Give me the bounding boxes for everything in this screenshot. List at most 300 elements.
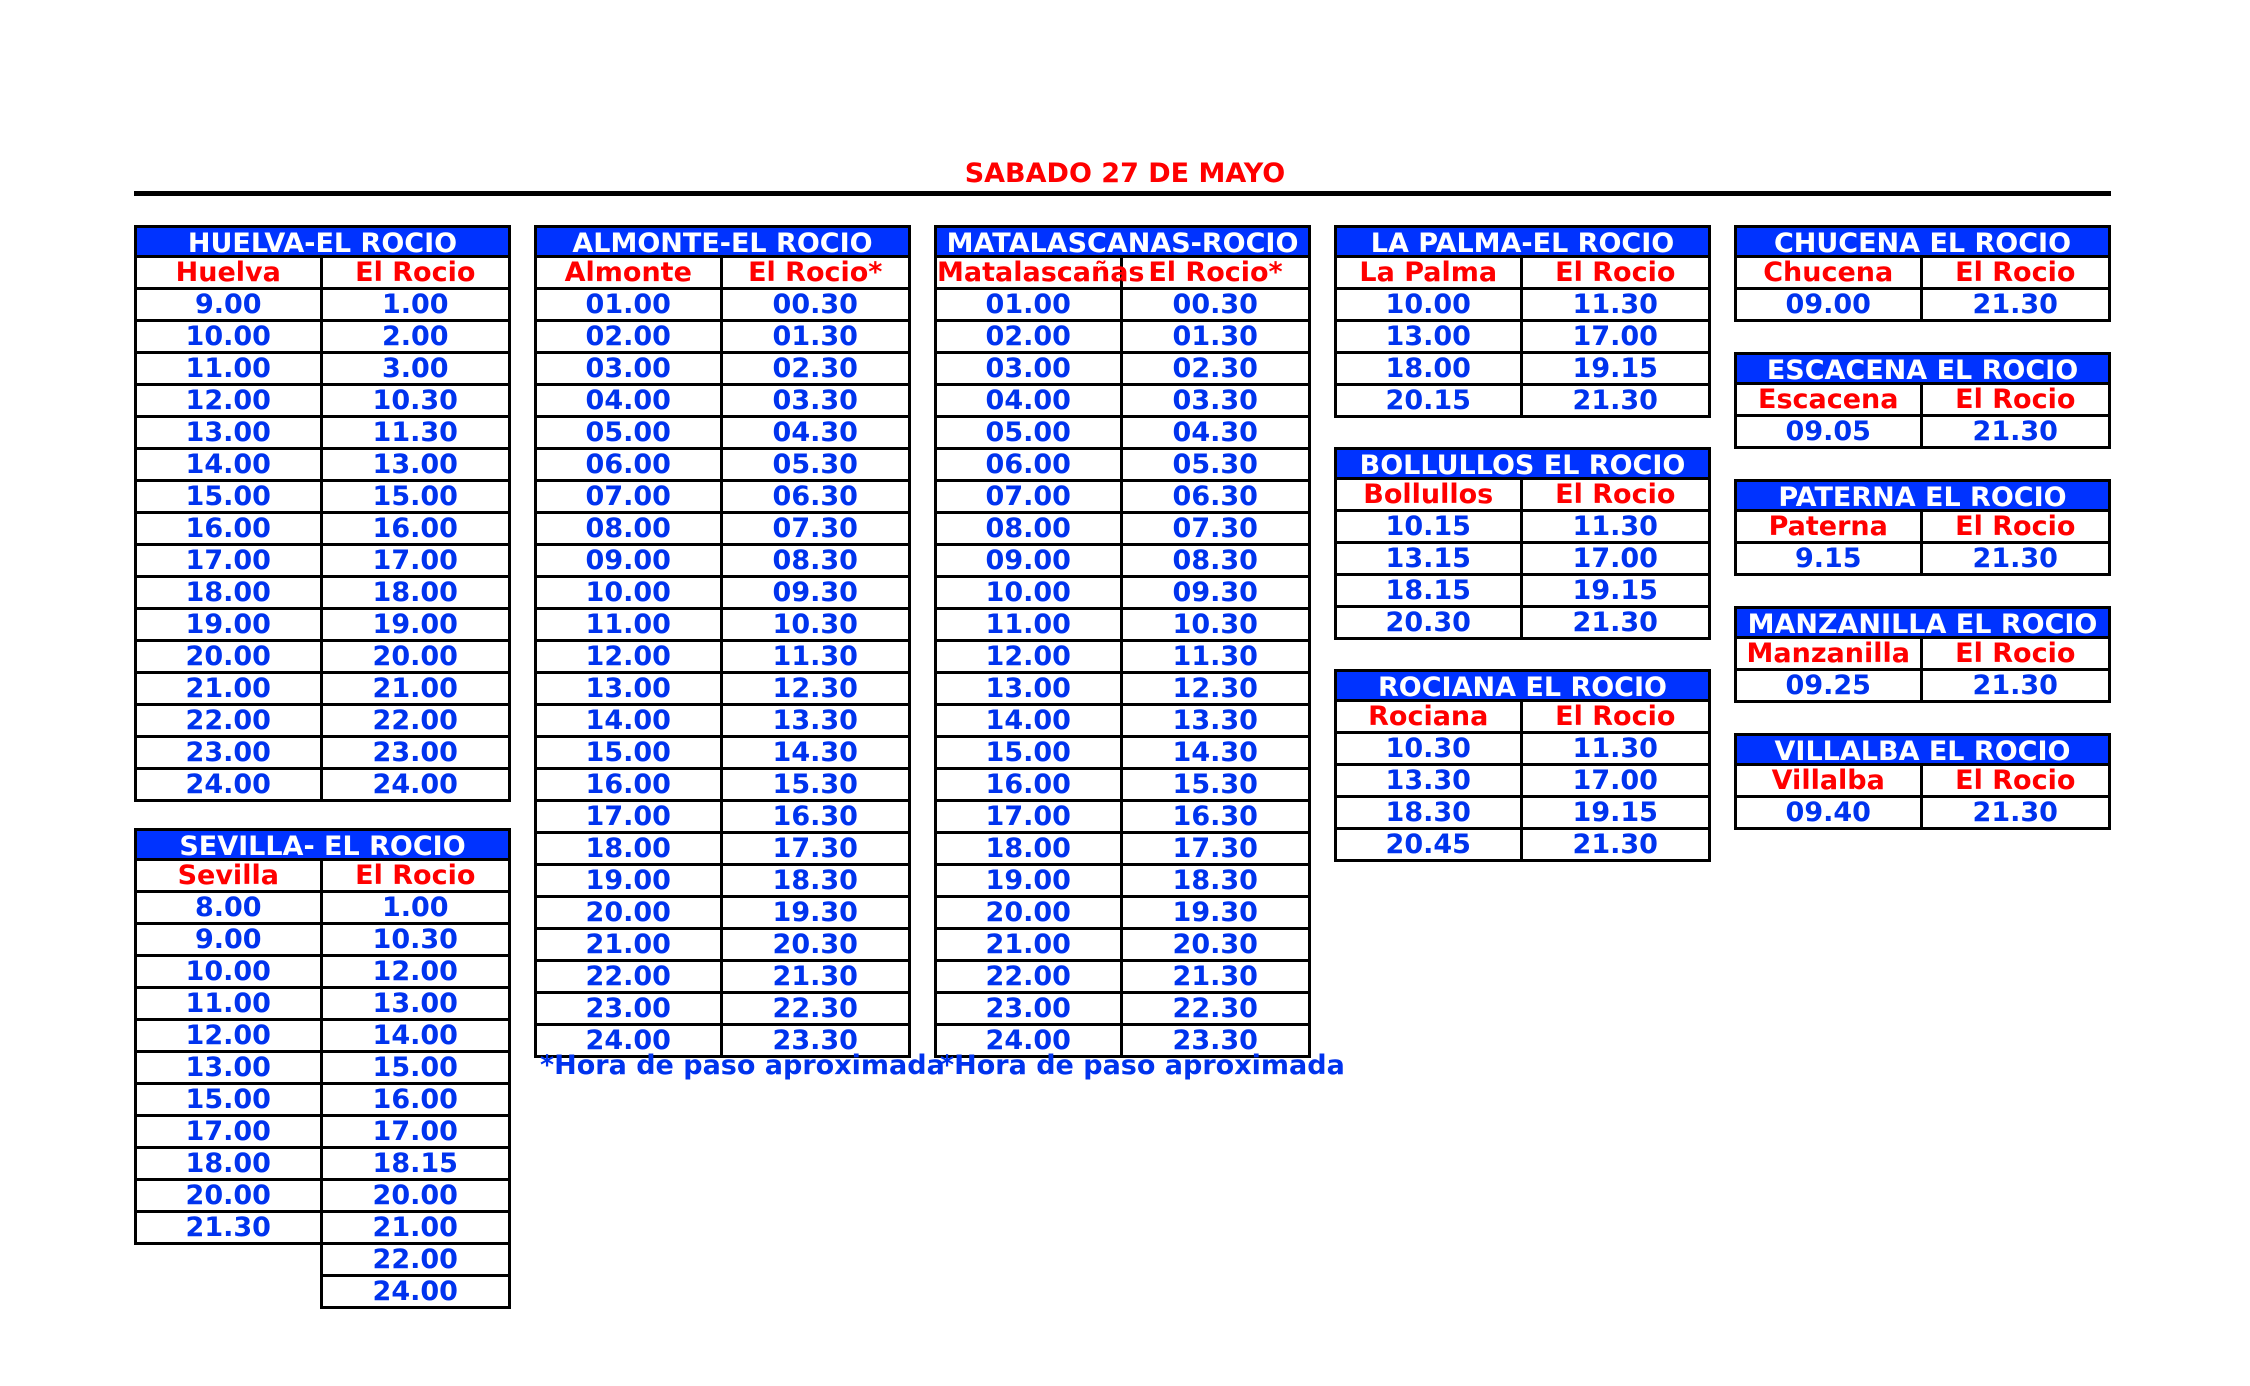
- departure-time-cell: 09.25: [1734, 671, 1923, 703]
- return-time-cell: 00.30: [1123, 290, 1312, 322]
- departure-time-cell: 18.30: [1334, 798, 1523, 830]
- return-time-cell: 12.30: [1123, 674, 1312, 706]
- departure-time-cell: 20.00: [934, 898, 1123, 930]
- table-row: [934, 834, 1311, 866]
- return-time-cell: 21.30: [1523, 386, 1712, 418]
- table-bollullos: [1334, 447, 1711, 640]
- destination-column-header: El Rocio: [323, 861, 512, 893]
- origin-column-header: Matalascañas: [934, 258, 1123, 290]
- return-time-cell: 11.30: [1123, 642, 1312, 674]
- departure-time-cell: 19.00: [934, 866, 1123, 898]
- approx-time-note-almonte: *Hora de paso aproximada: [540, 1050, 945, 1081]
- departure-time-cell: 12.00: [134, 1021, 323, 1053]
- table-row: [134, 1213, 511, 1245]
- table-row: [934, 738, 1311, 770]
- return-time-cell: 17.00: [1523, 766, 1712, 798]
- table-row: [534, 674, 911, 706]
- departure-time-cell: 11.00: [934, 610, 1123, 642]
- departure-time-cell: 10.30: [1334, 734, 1523, 766]
- table-huelva: [134, 225, 511, 802]
- table-title: VILLALBA EL ROCIO: [1734, 733, 2111, 766]
- return-time-cell: 10.30: [323, 386, 512, 418]
- departure-time-cell: 10.00: [534, 578, 723, 610]
- return-time-cell: 13.00: [323, 450, 512, 482]
- return-time-cell: 21.30: [1923, 290, 2112, 322]
- return-time-cell: 02.30: [723, 354, 912, 386]
- table-row: [1734, 417, 2111, 449]
- departure-time-cell: 13.00: [134, 1053, 323, 1085]
- departure-time-cell: 17.00: [934, 802, 1123, 834]
- return-time-cell: 2.00: [323, 322, 512, 354]
- return-time-cell: 15.30: [1123, 770, 1312, 802]
- departure-time-cell: 16.00: [534, 770, 723, 802]
- table-lapalma: [1334, 225, 1711, 418]
- table-row: [1334, 576, 1711, 608]
- table-title: LA PALMA-EL ROCIO: [1334, 225, 1711, 258]
- return-time-cell: 16.30: [1123, 802, 1312, 834]
- return-time-cell: 22.30: [1123, 994, 1312, 1026]
- table-row: [134, 418, 511, 450]
- departure-time-cell: 08.00: [934, 514, 1123, 546]
- column-header-row: [1734, 512, 2111, 544]
- return-time-cell: 16.00: [323, 1085, 512, 1117]
- return-time-cell: 14.30: [723, 738, 912, 770]
- table-row: [134, 610, 511, 642]
- return-time-cell: 03.30: [1123, 386, 1312, 418]
- return-time-cell: 23.30: [1123, 1026, 1312, 1058]
- departure-time-cell: 05.00: [534, 418, 723, 450]
- departure-time-cell: 20.30: [1334, 608, 1523, 640]
- destination-column-header: El Rocio: [1523, 258, 1712, 290]
- return-time-cell: 24.00: [323, 1277, 512, 1309]
- departure-time-cell: 09.40: [1734, 798, 1923, 830]
- return-time-cell: 18.30: [723, 866, 912, 898]
- return-time-cell: 13.30: [723, 706, 912, 738]
- table-row: [134, 1053, 511, 1085]
- table-title: BOLLULLOS EL ROCIO: [1334, 447, 1711, 480]
- destination-column-header: El Rocio*: [1123, 258, 1311, 290]
- return-time-cell: 21.00: [323, 1213, 512, 1245]
- departure-time-cell: 13.30: [1334, 766, 1523, 798]
- return-time-cell: 13.00: [323, 989, 512, 1021]
- origin-column-header: Sevilla: [134, 861, 323, 893]
- return-time-cell: 19.00: [323, 610, 512, 642]
- table-sevilla: [134, 828, 511, 1309]
- return-time-cell: 17.30: [1123, 834, 1312, 866]
- return-time-cell: 22.00: [323, 1245, 512, 1277]
- table-row: [1334, 608, 1711, 640]
- departure-time-cell: 11.00: [134, 354, 323, 386]
- return-time-cell: 17.00: [1523, 544, 1712, 576]
- return-time-cell: 12.00: [323, 957, 512, 989]
- column-header-row: [1334, 258, 1711, 290]
- departure-time-cell: 06.00: [934, 450, 1123, 482]
- return-time-cell: 21.30: [1123, 962, 1312, 994]
- departure-time-cell: 13.00: [934, 674, 1123, 706]
- return-time-cell: 15.00: [323, 1053, 512, 1085]
- column-header-row: [1734, 639, 2111, 671]
- table-row: [1334, 512, 1711, 544]
- departure-time-cell: 24.00: [534, 1026, 723, 1058]
- return-time-cell: 23.30: [723, 1026, 912, 1058]
- table-row: [934, 290, 1311, 322]
- table-row: [934, 578, 1311, 610]
- table-row: [134, 706, 511, 738]
- departure-time-cell: 20.00: [134, 642, 323, 674]
- destination-column-header: El Rocio: [1923, 512, 2112, 544]
- table-row: [934, 866, 1311, 898]
- departure-time-cell: 24.00: [934, 1026, 1123, 1058]
- return-time-cell: 17.00: [1523, 322, 1712, 354]
- departure-time-cell: 05.00: [934, 418, 1123, 450]
- return-time-cell: 03.30: [723, 386, 912, 418]
- table-row: [134, 1181, 511, 1213]
- departure-time-cell: 15.00: [134, 482, 323, 514]
- departure-time-cell: 14.00: [134, 450, 323, 482]
- table-row: [134, 354, 511, 386]
- table-row: [1734, 544, 2111, 576]
- table-chucena: [1734, 225, 2111, 322]
- departure-time-cell: 17.00: [134, 1117, 323, 1149]
- table-row: [1334, 354, 1711, 386]
- table-row: [134, 1149, 511, 1181]
- departure-time-cell: 09.00: [934, 546, 1123, 578]
- departure-time-cell: 11.00: [134, 989, 323, 1021]
- table-title: ALMONTE-EL ROCIO: [534, 225, 911, 258]
- return-time-cell: 17.00: [323, 546, 512, 578]
- table-row: [934, 418, 1311, 450]
- table-row: [1334, 798, 1711, 830]
- table-row: [134, 450, 511, 482]
- departure-time-cell: 21.00: [934, 930, 1123, 962]
- table-row: [134, 578, 511, 610]
- return-time-cell: 07.30: [1123, 514, 1312, 546]
- table-row: [534, 898, 911, 930]
- table-row: [534, 450, 911, 482]
- return-time-cell: 11.30: [323, 418, 512, 450]
- table-row: [134, 674, 511, 706]
- table-row: [134, 386, 511, 418]
- table-row: [934, 994, 1311, 1026]
- departure-time-cell: 08.00: [534, 514, 723, 546]
- departure-time-cell: 01.00: [934, 290, 1123, 322]
- table-row: [1334, 544, 1711, 576]
- return-time-cell: 18.15: [323, 1149, 512, 1181]
- departure-time-cell: 23.00: [934, 994, 1123, 1026]
- table-paterna: [1734, 479, 2111, 576]
- departure-time-cell: 07.00: [534, 482, 723, 514]
- return-time-cell: 15.00: [323, 482, 512, 514]
- origin-column-header: Villalba: [1734, 766, 1923, 798]
- return-time-cell: 08.30: [1123, 546, 1312, 578]
- return-time-cell: 17.30: [723, 834, 912, 866]
- column-header-row: [1734, 258, 2111, 290]
- departure-time-cell: 15.00: [934, 738, 1123, 770]
- return-time-cell: 01.30: [723, 322, 912, 354]
- table-row: [534, 514, 911, 546]
- table-row: [134, 482, 511, 514]
- destination-column-header: El Rocio: [1523, 480, 1712, 512]
- table-title: HUELVA-EL ROCIO: [134, 225, 511, 258]
- table-row: [934, 642, 1311, 674]
- table-almonte: [534, 225, 911, 1058]
- return-time-cell: 20.30: [1123, 930, 1312, 962]
- table-title: SEVILLA- EL ROCIO: [134, 828, 511, 861]
- departure-time-cell: 18.00: [134, 578, 323, 610]
- departure-time-cell: 01.00: [534, 290, 723, 322]
- table-row: [1334, 734, 1711, 766]
- table-row: [134, 1245, 511, 1277]
- departure-time-cell: 12.00: [534, 642, 723, 674]
- return-time-cell: 00.30: [723, 290, 912, 322]
- departure-time-cell: 02.00: [534, 322, 723, 354]
- table-row: [134, 1021, 511, 1053]
- departure-time-cell: 10.00: [1334, 290, 1523, 322]
- table-row: [134, 989, 511, 1021]
- departure-time-cell: 13.15: [1334, 544, 1523, 576]
- departure-time-cell: 18.00: [534, 834, 723, 866]
- table-row: [934, 546, 1311, 578]
- return-time-cell: 07.30: [723, 514, 912, 546]
- departure-time-cell: 22.00: [134, 706, 323, 738]
- departure-time-cell: 12.00: [934, 642, 1123, 674]
- table-row: [534, 354, 911, 386]
- departure-time-cell: 16.00: [934, 770, 1123, 802]
- return-time-cell: 10.30: [723, 610, 912, 642]
- departure-time-cell: 17.00: [134, 546, 323, 578]
- destination-column-header: El Rocio: [1923, 639, 2112, 671]
- return-time-cell: 1.00: [323, 893, 512, 925]
- departure-time-cell: 07.00: [934, 482, 1123, 514]
- return-time-cell: 11.30: [1523, 512, 1712, 544]
- return-time-cell: 19.15: [1523, 798, 1712, 830]
- return-time-cell: 08.30: [723, 546, 912, 578]
- table-row: [934, 354, 1311, 386]
- column-header-row: [1734, 766, 2111, 798]
- table-title: ROCIANA EL ROCIO: [1334, 669, 1711, 702]
- departure-time-cell: 24.00: [134, 770, 323, 802]
- table-row: [934, 898, 1311, 930]
- column-header-row: [1734, 385, 2111, 417]
- table-row: [534, 962, 911, 994]
- return-time-cell: 21.30: [1523, 830, 1712, 862]
- return-time-cell: 14.00: [323, 1021, 512, 1053]
- departure-time-cell: 20.00: [534, 898, 723, 930]
- origin-column-header: Rociana: [1334, 702, 1523, 734]
- table-row: [534, 930, 911, 962]
- departure-time-cell: 19.00: [534, 866, 723, 898]
- departure-time-cell: 18.00: [1334, 354, 1523, 386]
- return-time-cell: 02.30: [1123, 354, 1312, 386]
- table-row: [934, 770, 1311, 802]
- departure-time-cell: 14.00: [534, 706, 723, 738]
- return-time-cell: 16.30: [723, 802, 912, 834]
- return-time-cell: 22.00: [323, 706, 512, 738]
- departure-time-cell: 06.00: [534, 450, 723, 482]
- table-row: [534, 482, 911, 514]
- table-row: [134, 1277, 511, 1309]
- return-time-cell: 06.30: [723, 482, 912, 514]
- departure-time-cell: 15.00: [534, 738, 723, 770]
- table-villalba: [1734, 733, 2111, 830]
- departure-time-cell: 9.15: [1734, 544, 1923, 576]
- table-title: PATERNA EL ROCIO: [1734, 479, 2111, 512]
- destination-column-header: El Rocio: [1923, 258, 2112, 290]
- return-time-cell: 05.30: [1123, 450, 1312, 482]
- table-row: [934, 610, 1311, 642]
- table-row: [534, 386, 911, 418]
- origin-column-header: Chucena: [1734, 258, 1923, 290]
- table-title: MANZANILLA EL ROCIO: [1734, 606, 2111, 639]
- table-row: [1734, 671, 2111, 703]
- origin-column-header: Bollullos: [1334, 480, 1523, 512]
- return-time-cell: 12.30: [723, 674, 912, 706]
- return-time-cell: 06.30: [1123, 482, 1312, 514]
- departure-time-cell: 09.00: [534, 546, 723, 578]
- title-divider: [134, 191, 2111, 196]
- table-escacena: [1734, 352, 2111, 449]
- table-title: MATALASCANAS-ROCIO: [934, 225, 1311, 258]
- table-row: [534, 802, 911, 834]
- departure-time-cell: 17.00: [534, 802, 723, 834]
- return-time-cell: 04.30: [723, 418, 912, 450]
- return-time-cell: 11.30: [1523, 290, 1712, 322]
- table-row: [934, 450, 1311, 482]
- return-time-cell: 24.00: [323, 770, 512, 802]
- table-row: [934, 930, 1311, 962]
- departure-time-cell: 9.00: [134, 290, 323, 322]
- departure-time-cell: 10.00: [934, 578, 1123, 610]
- departure-time-cell: 13.00: [1334, 322, 1523, 354]
- return-time-cell: 11.30: [723, 642, 912, 674]
- return-time-cell: 3.00: [323, 354, 512, 386]
- departure-time-cell: 21.00: [534, 930, 723, 962]
- table-row: [134, 1117, 511, 1149]
- table-manzanilla: [1734, 606, 2111, 703]
- table-row: [1334, 766, 1711, 798]
- departure-time-cell: 12.00: [134, 386, 323, 418]
- table-row: [134, 770, 511, 802]
- departure-time-cell: 09.05: [1734, 417, 1923, 449]
- return-time-cell: 09.30: [723, 578, 912, 610]
- departure-time-cell: [134, 1245, 323, 1277]
- departure-time-cell: 10.00: [134, 322, 323, 354]
- return-time-cell: 05.30: [723, 450, 912, 482]
- departure-time-cell: 14.00: [934, 706, 1123, 738]
- return-time-cell: 21.30: [1923, 798, 2112, 830]
- approx-time-note-matalascanas: *Hora de paso aproximada: [940, 1050, 1345, 1081]
- table-title: ESCACENA EL ROCIO: [1734, 352, 2111, 385]
- page-title: SABADO 27 DE MAYO: [964, 158, 1286, 189]
- departure-time-cell: 16.00: [134, 514, 323, 546]
- column-header-row: [134, 258, 511, 290]
- return-time-cell: 13.30: [1123, 706, 1312, 738]
- departure-time-cell: 20.45: [1334, 830, 1523, 862]
- return-time-cell: 20.00: [323, 642, 512, 674]
- column-header-row: [534, 258, 911, 290]
- return-time-cell: 20.00: [323, 1181, 512, 1213]
- departure-time-cell: 21.00: [134, 674, 323, 706]
- return-time-cell: 19.15: [1523, 576, 1712, 608]
- table-row: [134, 290, 511, 322]
- return-time-cell: 21.30: [1523, 608, 1712, 640]
- return-time-cell: 19.30: [723, 898, 912, 930]
- departure-time-cell: 09.00: [1734, 290, 1923, 322]
- return-time-cell: 04.30: [1123, 418, 1312, 450]
- departure-time-cell: [134, 1277, 323, 1309]
- departure-time-cell: 9.00: [134, 925, 323, 957]
- table-matalascanas: [934, 225, 1311, 1058]
- table-row: [534, 642, 911, 674]
- table-row: [134, 893, 511, 925]
- return-time-cell: 01.30: [1123, 322, 1312, 354]
- column-header-row: [1334, 702, 1711, 734]
- return-time-cell: 17.00: [323, 1117, 512, 1149]
- table-row: [934, 802, 1311, 834]
- table-row: [534, 322, 911, 354]
- return-time-cell: 11.30: [1523, 734, 1712, 766]
- table-row: [534, 578, 911, 610]
- table-row: [134, 642, 511, 674]
- origin-column-header: Huelva: [134, 258, 323, 290]
- column-header-row: [1334, 480, 1711, 512]
- return-time-cell: 10.30: [1123, 610, 1312, 642]
- table-row: [1334, 830, 1711, 862]
- destination-column-header: El Rocio: [1523, 702, 1712, 734]
- table-row: [534, 418, 911, 450]
- departure-time-cell: 13.00: [534, 674, 723, 706]
- return-time-cell: 21.30: [723, 962, 912, 994]
- table-row: [934, 706, 1311, 738]
- departure-time-cell: 8.00: [134, 893, 323, 925]
- return-time-cell: 14.30: [1123, 738, 1312, 770]
- origin-column-header: Escacena: [1734, 385, 1923, 417]
- return-time-cell: 21.30: [1923, 544, 2112, 576]
- return-time-cell: 16.00: [323, 514, 512, 546]
- departure-time-cell: 03.00: [934, 354, 1123, 386]
- return-time-cell: 15.30: [723, 770, 912, 802]
- table-row: [534, 290, 911, 322]
- table-row: [134, 957, 511, 989]
- departure-time-cell: 20.00: [134, 1181, 323, 1213]
- table-row: [134, 322, 511, 354]
- table-row: [534, 994, 911, 1026]
- departure-time-cell: 18.00: [934, 834, 1123, 866]
- table-row: [1334, 322, 1711, 354]
- table-title: CHUCENA EL ROCIO: [1734, 225, 2111, 258]
- table-row: [134, 738, 511, 770]
- departure-time-cell: 10.00: [134, 957, 323, 989]
- departure-time-cell: 10.15: [1334, 512, 1523, 544]
- departure-time-cell: 21.30: [134, 1213, 323, 1245]
- table-rociana: [1334, 669, 1711, 862]
- table-row: [134, 546, 511, 578]
- return-time-cell: 21.30: [1923, 417, 2112, 449]
- table-row: [934, 514, 1311, 546]
- origin-column-header: Almonte: [534, 258, 723, 290]
- departure-time-cell: 18.00: [134, 1149, 323, 1181]
- return-time-cell: 18.30: [1123, 866, 1312, 898]
- departure-time-cell: 04.00: [534, 386, 723, 418]
- table-row: [534, 770, 911, 802]
- table-row: [934, 482, 1311, 514]
- return-time-cell: 10.30: [323, 925, 512, 957]
- departure-time-cell: 23.00: [134, 738, 323, 770]
- table-row: [1734, 290, 2111, 322]
- table-row: [534, 834, 911, 866]
- origin-column-header: Manzanilla: [1734, 639, 1923, 671]
- return-time-cell: 21.30: [1923, 671, 2112, 703]
